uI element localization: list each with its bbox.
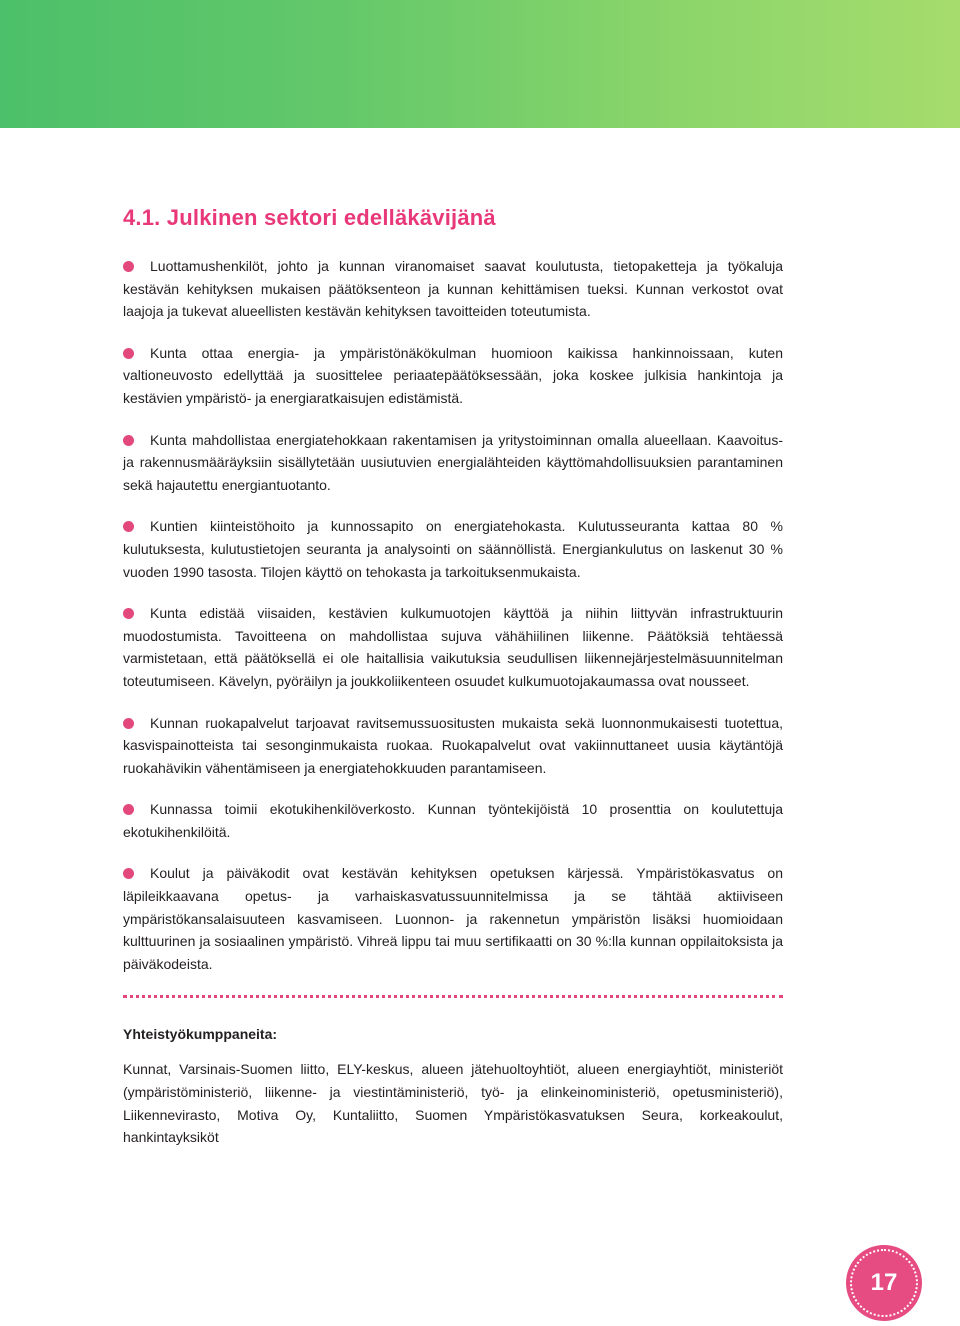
- item-text: Kuntien kiinteistöhoito ja kunnossapito on energiatehokasta. Kulutusseuranta kattaa 80 % kulutuksesta, kulutustietojen seuranta ja analysointi on säännöllistä. Energiankulutus on laskenut 30 % vuoden 1990 tasosta. Tilojen käyttö on tehokasta ja tarkoituksenmukaista.: [123, 518, 783, 580]
- list-item: [123, 602, 783, 692]
- partners-text: Kunnat, Varsinais-Suomen liitto, ELY-keskus, alueen jätehuoltoyhtiöt, alueen energiayhtiöt, ministeriöt (ympäristöministeriö, liikenne- ja viestintäministeriö, työ- ja elinkeinoministeriö, opetusministeriö), Liikennevirasto, Motiva Oy, Kuntaliitto, Suomen Ympäristökasvatuksen Seura, korkeakoulut, hankintayksiköt: [123, 1061, 783, 1146]
- list-item: [123, 712, 783, 780]
- top-banner: [0, 0, 960, 128]
- section-heading: 4.1. Julkinen sektori edelläkävijänä: [123, 205, 496, 230]
- list-item: [123, 862, 783, 975]
- bullet-icon: [123, 718, 134, 729]
- list-item: [123, 798, 783, 843]
- bullet-icon: [123, 608, 134, 619]
- list-item: [123, 342, 783, 410]
- list-item: [123, 515, 783, 583]
- dotted-divider: [123, 995, 783, 998]
- bullet-icon: [123, 261, 134, 272]
- list-item: [123, 429, 783, 497]
- item-text: Luottamushenkilöt, johto ja kunnan viranomaiset saavat koulutusta, tietopaketteja ja työkaluja kestävän kehityksen mukaisen päätöksenteon ja kunnan kehittämisen tueksi. Kunnan verkostot ovat laajoja ja tukevat alueellisten kestävän kehityksen tavoitteiden toteutumista.: [123, 258, 783, 320]
- bullet-icon: [123, 348, 134, 359]
- bullet-icon: [123, 521, 134, 532]
- page-content: [123, 205, 783, 1149]
- list-item: [123, 255, 783, 323]
- bullet-icon: [123, 868, 134, 879]
- item-text: Kunnassa toimii ekotukihenkilöverkosto. Kunnan työntekijöistä 10 prosenttia on koulutettuja ekotukihenkilöitä.: [123, 801, 783, 840]
- item-text: Kunta mahdollistaa energiatehokkaan rakentamisen ja yritystoiminnan omalla alueellaan. Kaavoitus- ja rakennusmääräyksiin sisällytetään uusiutuvien energialähteiden käyttömahdollisuuksien parantaminen sekä hajautettu energiantuotanto.: [123, 431, 783, 493]
- partners-title: Yhteistyökumppaneita:: [123, 1026, 278, 1043]
- item-text: Kunta ottaa energia- ja ympäristönäkökulman huomioon kaikissa hankinnoissaan, kuten valtioneuvosto edellyttää ja suosittelee periaatepäätöksessään, joka koskee julkisia hankintoja ja kestävien ympäristö- ja energiaratkaisujen edistämistä.: [123, 344, 783, 406]
- bullet-icon: [123, 804, 134, 815]
- page-number-badge: [846, 1245, 922, 1321]
- bullet-icon: [123, 435, 134, 446]
- item-text: Kunta edistää viisaiden, kestävien kulkumuotojen käyttöä ja niihin liittyvän infrastruktuurin muodostumista. Tavoitteena on mahdollistaa sujuva vähähiilinen liikenne. Päätöksiä tehtäessä varmistetaan, että päätöksellä ei ole haitallisia vaikutuksia seudullisen liikennejärjestelmäsuunnitelman toteutumiseen. Kävelyn, pyöräilyn ja joukkoliikenteen osuudet kulkumuotojakaumassa ovat nousseet.: [123, 605, 783, 689]
- item-text: Kunnan ruokapalvelut tarjoavat ravitsemussuositusten mukaista sekä luonnonmukaisesti tuotettua, kasvispainotteista tai sesonginmukaista ruokaa. Ruokapalvelut ovat vakiinnuttaneet uusia käytäntöjä ruokahävikin vähentämiseen ja energiatehokkuuden parantamiseen.: [123, 714, 783, 776]
- item-text: Koulut ja päiväkodit ovat kestävän kehityksen opetuksen kärjessä. Ympäristökasvatus on läpileikkaavana opetus- ja varhaiskasvatussuunnitelmissa ja se tähtää aktiiviseen ympäristökansalaisuuteen kasvamiseen. Luonnon- ja rakennetun ympäristön lisäksi huomioidaan kulttuurinen ja sosiaalinen ympäristö. Vihreä lippu tai muu sertifikaatti on 30 %:lla kunnan oppilaitoksista ja päiväkodeista.: [123, 865, 783, 972]
- page-number: 17: [870, 1269, 898, 1296]
